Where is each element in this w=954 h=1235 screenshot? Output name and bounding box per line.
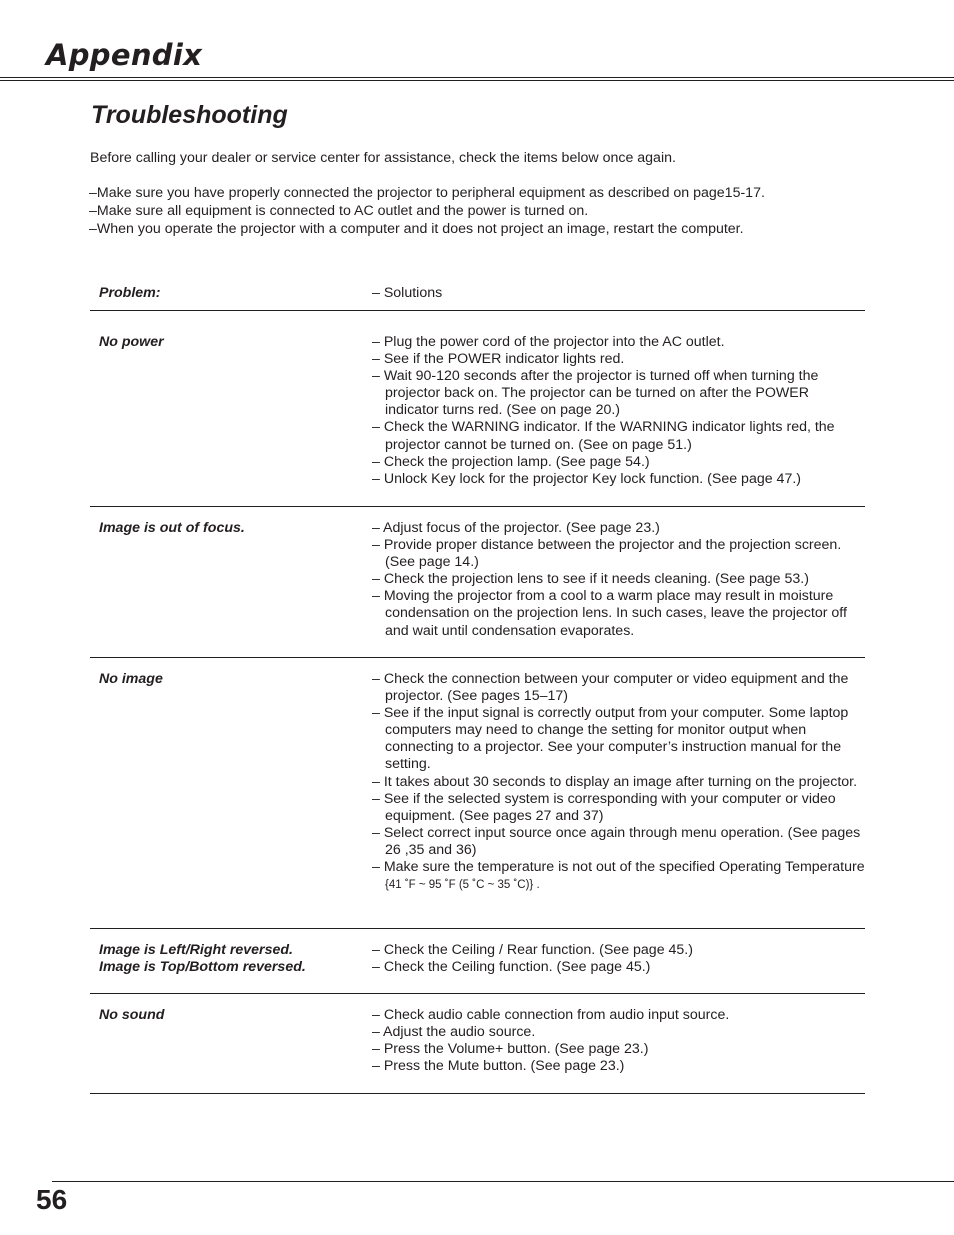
problem-text: No power [99,334,164,350]
table-row-out-of-focus [90,520,865,658]
solution-item: – Moving the projector from a cool to a warm place may result in moisture condensation on the projection lens. In such cases, leave the projector off and wait until condensation evaporates. [372,588,847,639]
solution-item: – Adjust the audio source. [372,1024,536,1041]
problem-label [99,334,164,351]
appendix-heading: Appendix [46,38,203,72]
problem-label [99,1007,164,1024]
solution-item: – See if the selected system is corresponding with your computer or video equipment. (See pages 27 and 37) [372,790,836,824]
problem-column-header: Problem: [99,285,161,301]
problem-text: Image is out of focus. [99,520,245,536]
solution-item: – Check the connection between your computer or video equipment and the projector. (See pages 15–17) [372,671,849,705]
solution-item: – Plug the power cord of the projector into the AC outlet. [372,334,725,350]
solution-item: – Unlock Key lock for the projector Key lock function. (See page 47.) [372,470,801,487]
page-number: 56 [36,1184,68,1215]
solution-item: – Select correct input source once again through menu operation. (See pages 26 ,35 and 36) [372,824,861,858]
check-item: –When you operate the projector with a computer and it does not project an image, restart the computer. [89,221,744,237]
solution-item: – Check the WARNING indicator. If the WARNING indicator lights red, the projector cannot be turned on. (See on page 51.) [372,419,835,453]
solutions-list [372,1007,865,1075]
problem-text: Image is Top/Bottom reversed. [99,959,306,976]
table-row-no-power [90,334,865,507]
problem-label [99,520,245,537]
solution-item: – Check the projection lamp. (See page 54.) [372,453,650,470]
check-item: –Make sure you have properly connected the projector to peripheral equipment as described on page15-17. [89,185,765,201]
table-row-no-sound [90,1007,865,1094]
solution-item: – Check audio cable connection from audio input source. [372,1007,730,1023]
solution-item: – Check the Ceiling / Rear function. (See page 45.) [372,942,693,958]
problem-label [99,671,163,688]
problem-text: Image is Left/Right reversed. [99,942,293,958]
solutions-list [372,942,865,976]
temperature-range-note: {41 ˚F ~ 95 ˚F (5 ˚C ~ 35 ˚C)} . [385,879,540,892]
problem-label [99,942,306,976]
solutions-list [372,671,865,894]
header-divider-thick [0,77,954,78]
troubleshooting-title: Troubleshooting [91,101,288,129]
footer-divider [52,1181,954,1182]
solutions-list [372,334,865,488]
solutions-list [372,520,865,640]
problem-text: No image [99,671,163,687]
problem-text: No sound [99,1007,165,1023]
troubleshooting-table [90,285,865,1094]
solution-item: – Check the Ceiling function. (See page 45.) [372,959,651,976]
intro-paragraph: Before calling your dealer or service center for assistance, check the items below once again. [90,150,676,166]
solution-item: – See if the POWER indicator lights red. [372,351,625,368]
solution-item: – Adjust focus of the projector. (See page 23.) [372,520,660,536]
solution-item: – See if the input signal is correctly output from your computer. Some laptop computers may need to change the setting for monitor output when connecting to a projector. See your computer’s instruction manual for the setting. [372,705,849,773]
table-header-row [90,285,865,311]
header-divider-thin [0,80,954,81]
solution-item: – Press the Mute button. (See page 23.) [372,1058,625,1075]
table-row-reversed [90,942,865,994]
solution-item: – Provide proper distance between the projector and the projection screen. (See page 14.) [372,537,842,571]
solution-item: – It takes about 30 seconds to display an image after turning on the projector. [372,773,858,790]
preliminary-checks-list [89,184,889,238]
solution-item: – Check the projection lens to see if it needs cleaning. (See page 53.) [372,571,809,588]
check-item: –Make sure all equipment is connected to AC outlet and the power is turned on. [89,203,589,219]
table-row-no-image [90,671,865,929]
solution-item: – Wait 90-120 seconds after the projector is turned off when turning the projector back on. The projector can be turned on after the POWER indicator turns red. (See on page 20.) [372,368,819,419]
solution-item: – Press the Volume+ button. (See page 23.) [372,1041,649,1058]
solution-item [372,859,865,894]
solutions-column-header [372,285,865,302]
solution-text: – Make sure the temperature is not out of the specified Operating Temperature [372,859,865,876]
solutions-header-label: – Solutions [372,285,443,301]
